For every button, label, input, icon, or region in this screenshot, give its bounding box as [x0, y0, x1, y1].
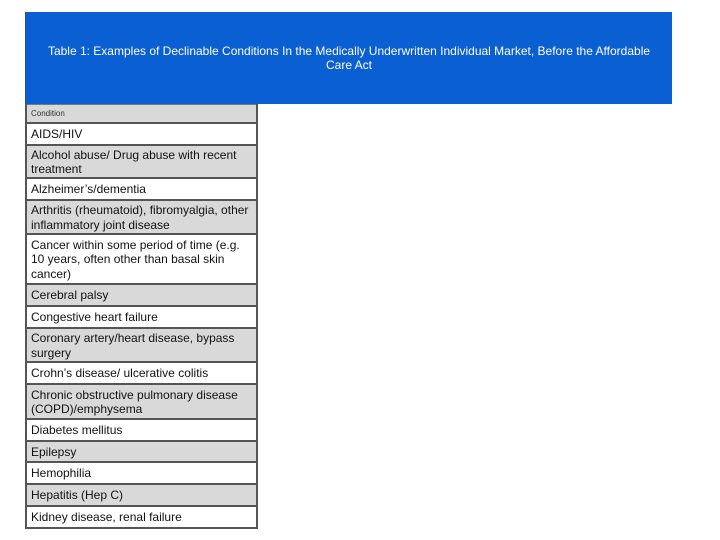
table-row: Alcohol abuse/ Drug abuse with recent treatment [27, 144, 256, 177]
table-row: Cerebral palsy [27, 283, 256, 305]
table-row: Hepatitis (Hep C) [27, 483, 256, 505]
table-row: Chronic obstructive pulmonary disease (COPD)/emphysema [27, 383, 256, 418]
table-row: Cancer within some period of time (e.g. 10 years, often other than basal skin cancer) [27, 233, 256, 283]
table-row: Alzheimer’s/dementia [27, 177, 256, 199]
table-title: Table 1: Examples of Declinable Conditions In the Medically Underwritten Individual Market, Before the Affordable Care Act [47, 44, 651, 72]
table-row: AIDS/HIV [27, 122, 256, 144]
conditions-table [25, 104, 258, 529]
table-row: Epilepsy [27, 440, 256, 461]
table-row: Hemophilia [27, 461, 256, 483]
table-row: Congestive heart failure [27, 305, 256, 327]
table-row: Arthritis (rheumatoid), fibromyalgia, other inflammatory joint disease [27, 199, 256, 233]
table-row: Coronary artery/heart disease, bypass surgery [27, 327, 256, 361]
table-header-condition: Condition [27, 104, 256, 122]
table-row: Diabetes mellitus [27, 418, 256, 440]
table-row: Crohn’s disease/ ulcerative colitis [27, 361, 256, 383]
table-row: Kidney disease, renal failure [27, 505, 256, 527]
title-banner [25, 12, 672, 104]
